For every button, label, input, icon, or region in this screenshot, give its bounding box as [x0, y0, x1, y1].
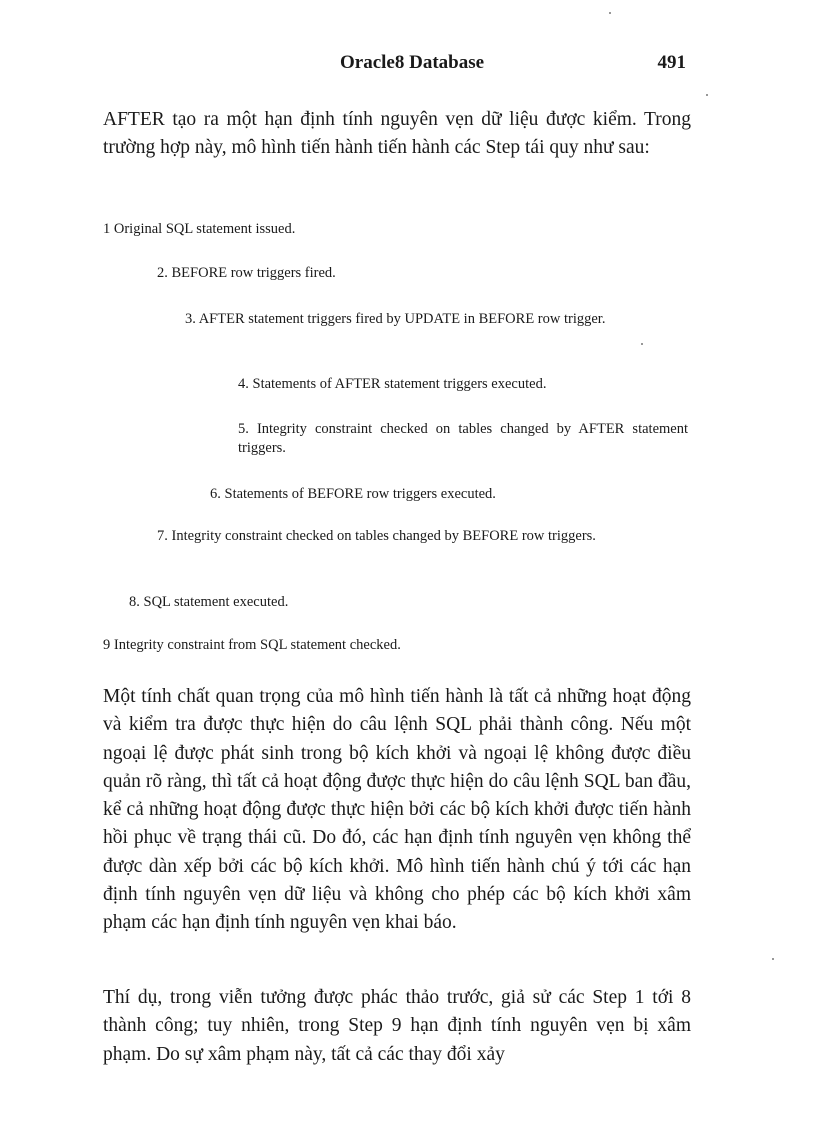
- step-6: 6. Statements of BEFORE row triggers executed.: [210, 486, 496, 502]
- running-title: Oracle8 Database: [340, 52, 485, 73]
- scan-speck: [641, 343, 643, 345]
- step-8: 8. SQL statement executed.: [129, 594, 289, 610]
- scan-speck: [706, 94, 708, 96]
- step-2: 2. BEFORE row triggers fired.: [157, 265, 336, 281]
- step-5: 5. Integrity constraint checked on tables changed by AFTER statement triggers.: [238, 421, 688, 456]
- scan-speck: [609, 12, 611, 14]
- step-9: 9 Integrity constraint from SQL statement checked.: [103, 637, 401, 653]
- step-1: 1 Original SQL statement issued.: [103, 221, 296, 237]
- scan-speck: [772, 958, 774, 960]
- step-7: 7. Integrity constraint checked on tables changed by BEFORE row triggers.: [157, 528, 596, 544]
- step-3: 3. AFTER statement triggers fired by UPDATE in BEFORE row trigger.: [185, 311, 606, 327]
- example-paragraph: Thí dụ, trong viễn tưởng được phác thảo trước, giả sử các Step 1 tới 8 thành công; tuy nhiên, trong Step 9 hạn định tính nguyên vẹn bị xâm phạm. Do sự xâm phạm này, tất cả các thay đổi xảy: [103, 987, 691, 1065]
- intro-paragraph: AFTER tạo ra một hạn định tính nguyên vẹn dữ liệu được kiểm. Trong trường hợp này, mô hình tiến hành tiến hành các Step tái quy như sau:: [103, 109, 691, 159]
- page-number: 491: [657, 52, 686, 73]
- step-4: 4. Statements of AFTER statement triggers executed.: [238, 376, 547, 392]
- body-paragraph: Một tính chất quan trọng của mô hình tiến hành là tất cả những hoạt động và kiểm tra được thực hiện do câu lệnh SQL phải thành công. Nếu một ngoại lệ được phát sinh trong bộ kích khởi và ngoại lệ không được điều quản rõ ràng, thì tất cả hoạt động được thực hiện do câu lệnh SQL ban đầu, kể cả những hoạt động được thực hiện bởi các bộ kích khởi được tiến hành hồi phục về trạng thái cũ. Do đó, các hạn định tính nguyên vẹn không thể được dàn xếp bởi các bộ kích khởi. Mô hình tiến hành chú ý tới các hạn định tính nguyên vẹn dữ liệu và không cho phép các bộ kích khởi xâm phạm các hạn định tính nguyên vẹn khai báo.: [103, 686, 691, 934]
